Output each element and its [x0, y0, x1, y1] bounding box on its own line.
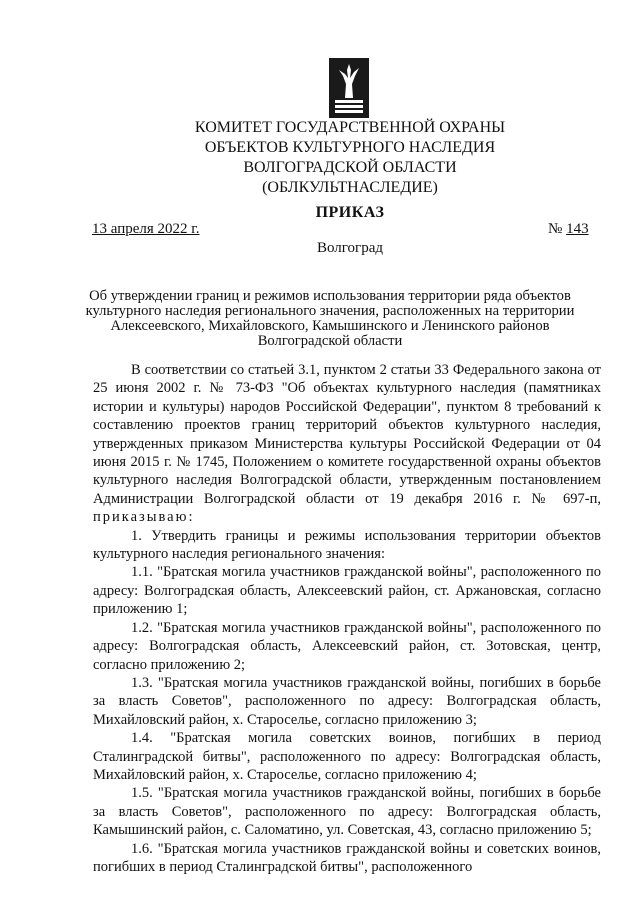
document-date: 13 апреля 2022 г.: [92, 221, 200, 237]
item-paragraph-1-2: 1.2. "Братская могила участников гражданской войны", расположенного по адресу: Волгоградская область, Алексеевский район, ст. Зотовская, центр, согласно приложению 2;: [93, 619, 601, 673]
order-word: приказываю: [93, 509, 189, 526]
document-number: № 143: [548, 221, 589, 237]
item-paragraph-1: 1. Утвердить границы и режимы использования территории объектов культурного наследия регионального значения:: [93, 527, 601, 563]
document-type-title: ПРИКАЗ: [315, 204, 385, 221]
item-paragraph-1-4: 1.4. "Братская могила советских воинов, погибших в период Сталинградской битвы", расположенного по адресу: Волгоградская область, Михайловский район, х. Староселье, согласно приложению 4;: [93, 730, 601, 783]
item-paragraph-1-6: 1.6. "Братская могила участников гражданской войны и советских воинов, погибших в период Сталинградской битвы", расположенного: [93, 840, 601, 875]
item-paragraph-1-5: 1.5. "Братская могила участников гражданской войны, погибших в борьбе за власть Советов", расположенного по адресу: Волгоградская область, Камышинский район, с. Саломатино, ул. Советская, 43, согласно приложению 5;: [93, 785, 601, 839]
organization-name: КОМИТЕТ ГОСУДАРСТВЕННОЙ ОХРАНЫ ОБЪЕКТОВ КУЛЬТУРНОГО НАСЛЕДИЯ ВОЛГОГРАДСКОЙ ОБЛАСТИ (ОБЛКУЛЬТНАСЛЕДИЕ): [194, 119, 506, 196]
item-paragraph-1-3: 1.3. "Братская могила участников гражданской войны, погибших в борьбе за власть Советов", расположенного по адресу: Волгоградская область, Михайловский район, х. Староселье, согласно приложению 3;: [93, 674, 601, 728]
document-subject: Об утверждении границ и режимов использования территории ряда объектов культурного наследия регионального значения, расположенных на территории Алексеевского, Михайловского, Камышинского и Ленинского районов Волгоградской области: [85, 288, 575, 349]
volgograd-emblem-icon: [329, 58, 369, 118]
item-paragraph-1-1: 1.1. "Братская могила участников гражданской войны", расположенного по адресу: Волгоградская область, Алексеевский район, ст. Аржановская, согласно приложению 1;: [93, 564, 601, 618]
document-city: Волгоград: [316, 240, 383, 256]
preamble-paragraph: В соответствии со статьей 3.1, пунктом 2 статьи 33 Федерального закона от 25 июня 2002 г. № 73-ФЗ "Об объектах культурного наследия (памятниках истории и культуры) народов Российской Федерации", пунктом 8 требований к составлению проектов границ территорий объектов культурного наследия, утвержденных приказом Министерства культуры Российской Федерации от 04 июня 2015 г. № 1745, Положением о комитете государственной охраны объектов культурного наследия Волгоградской области, утвержденным постановлением Администрации Волгоградской области от 19 декабря 2016 г. № 697-п, приказываю:: [93, 362, 601, 526]
document-body: [93, 361, 601, 876]
